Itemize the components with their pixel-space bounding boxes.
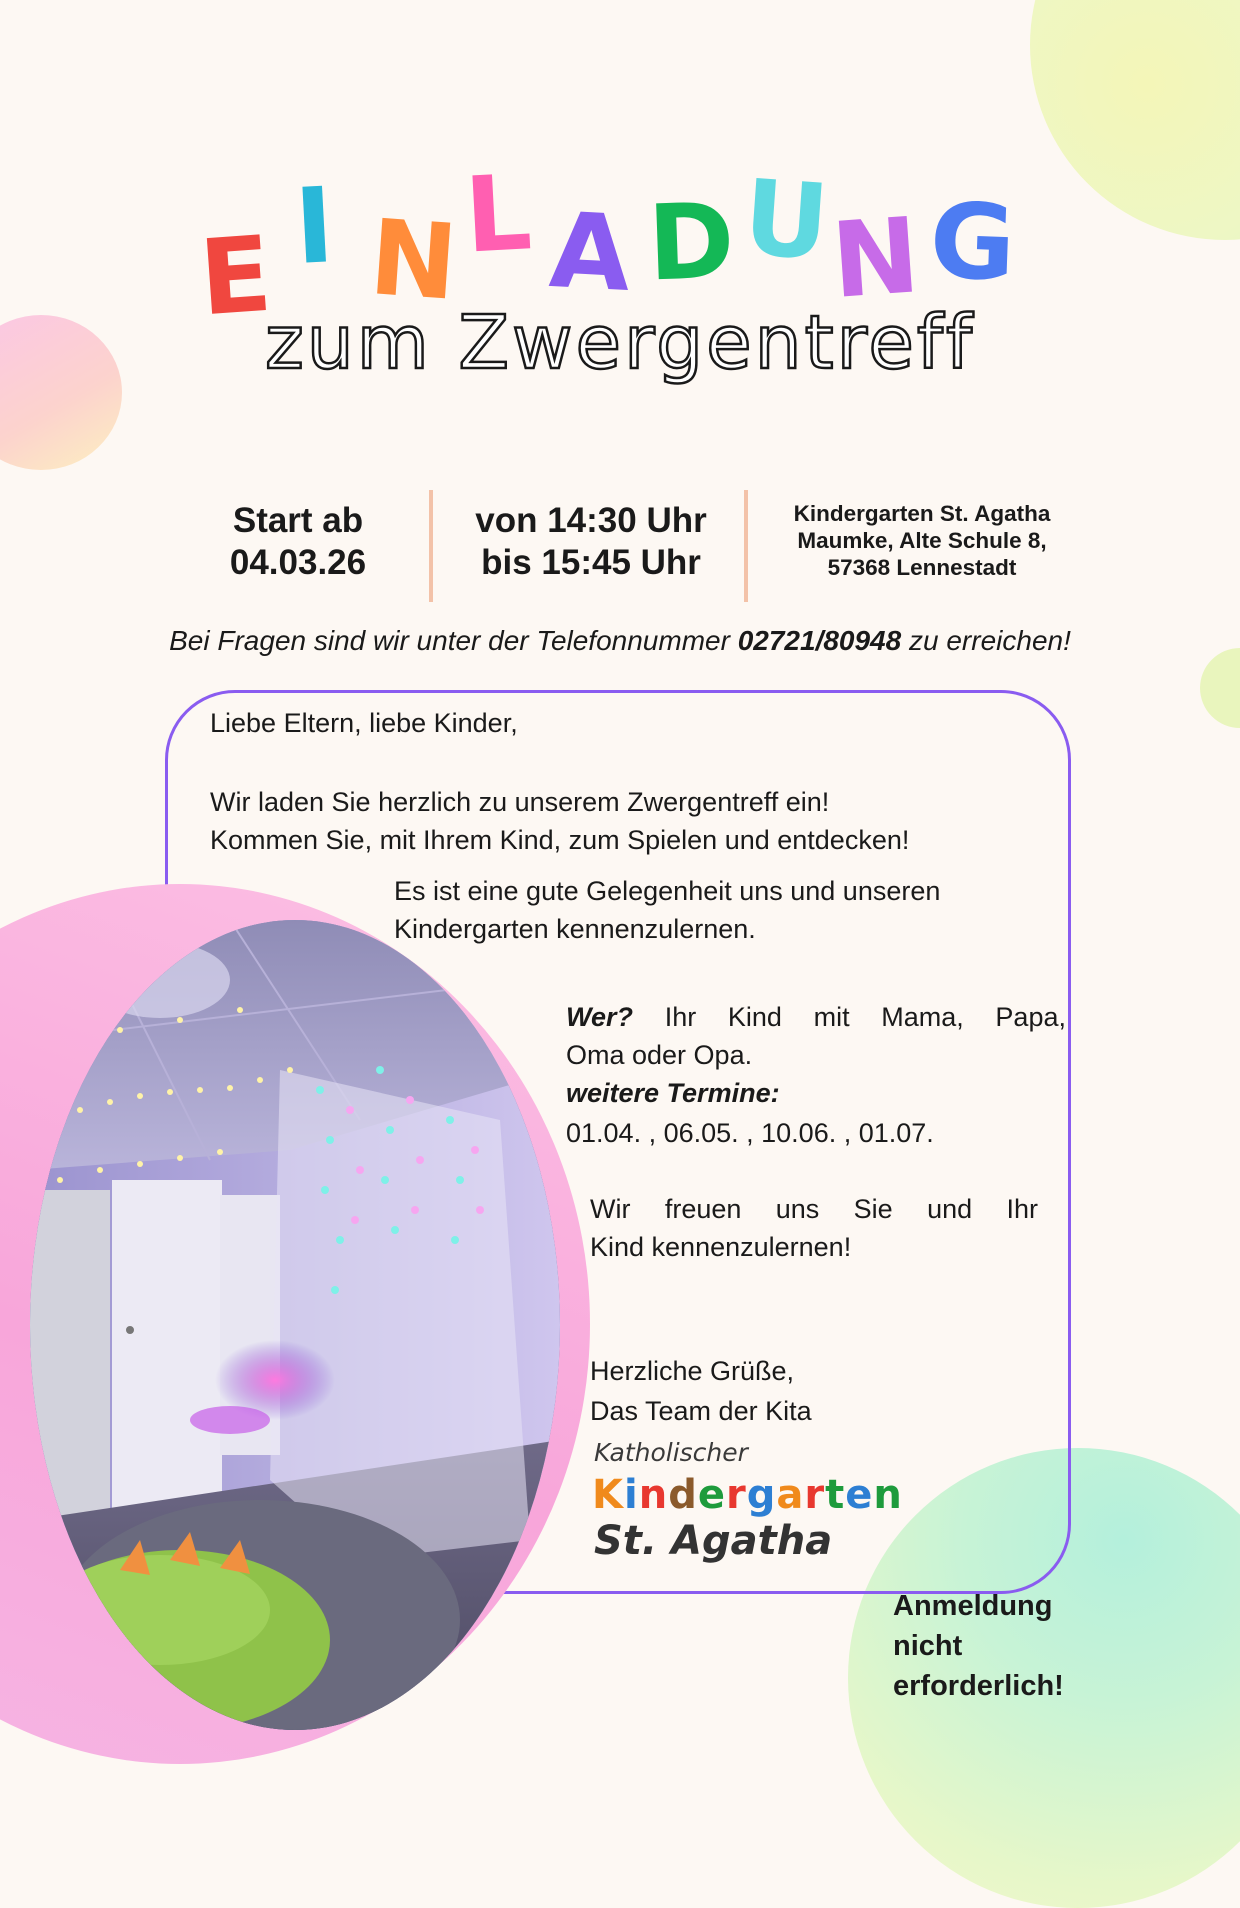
who-line [566, 998, 1066, 1036]
dates-label: weitere Termine: [566, 1078, 780, 1108]
title-letter: A [546, 188, 634, 316]
title-letter: G [927, 179, 1018, 305]
start-date [188, 500, 408, 584]
decor-circle-top-right [1030, 0, 1240, 240]
notice-line: nicht [893, 1630, 963, 1662]
kindergarten-room-photo [30, 920, 560, 1730]
address-line: Kindergarten St. Agatha [793, 501, 1051, 526]
logo-letter: a [776, 1472, 805, 1518]
regards: Herzliche Grüße, [590, 1356, 795, 1386]
letter-intro: Wir laden Sie herzlich zu unserem Zwergentreff ein! [210, 787, 830, 817]
closing-line: Wir freuen uns Sie und Ihr [590, 1194, 1038, 1224]
registration-notice [893, 1586, 1113, 1706]
address-line: Maumke, Alte Schule 8, [797, 528, 1047, 553]
logo-letter: t [825, 1472, 846, 1518]
address-line: 57368 Lennestadt [827, 555, 1017, 580]
page-subtitle: zum Zwergentreff [264, 300, 976, 386]
title-letter: I [291, 164, 337, 288]
title-letter: D [645, 179, 737, 305]
photo-frame [0, 884, 590, 1764]
decor-circle-right [1200, 648, 1240, 728]
title-letter: N [365, 196, 462, 324]
logo-letter: e [697, 1472, 726, 1518]
letter-intro: Kommen Sie, mit Ihrem Kind, zum Spielen und entdecken! [210, 825, 910, 855]
page-title [195, 150, 1020, 340]
who-text: Ihr Kind mit Mama, Papa, [664, 1002, 1066, 1032]
who-text: Oma oder Opa. [566, 1040, 753, 1070]
kindergarten-logo [592, 1436, 903, 1566]
phone-number[interactable]: 02721/80948 [737, 625, 902, 656]
closing-line: Kind kennenzulernen! [590, 1232, 852, 1262]
logo-line-2 [592, 1472, 903, 1518]
logo-letter: g [746, 1472, 777, 1518]
logo-letter: r [804, 1472, 826, 1518]
logo-letter: e [845, 1472, 874, 1518]
logo-letter: n [638, 1472, 669, 1518]
time-range [446, 500, 736, 584]
address [752, 500, 1092, 581]
divider [429, 490, 433, 602]
logo-letter: K [592, 1472, 624, 1518]
signature: Das Team der Kita [590, 1396, 812, 1426]
contact-line [60, 625, 1180, 657]
decor-circle-left [0, 315, 122, 470]
contact-suffix: zu erreichen! [909, 625, 1071, 656]
logo-letter: r [725, 1472, 747, 1518]
dates-list: 01.04. , 06.05. , 10.06. , 01.07. [566, 1118, 934, 1148]
logo-letter: i [624, 1472, 639, 1518]
letter-paragraph: Kindergarten kennenzulernen. [394, 914, 756, 944]
time-end: bis 15:45 Uhr [481, 543, 701, 582]
logo-line-3: St. Agatha [594, 1518, 833, 1564]
logo-letter: n [873, 1472, 903, 1518]
start-date-value: 04.03.26 [229, 543, 367, 582]
title-letter: E [195, 212, 276, 340]
start-date-label: Start ab [232, 501, 364, 540]
title-letter: N [827, 194, 924, 322]
letter-paragraph: Es ist eine gute Gelegenheit uns und unseren [394, 876, 941, 906]
contact-prefix: Bei Fragen sind wir unter der Telefonnummer [169, 625, 730, 656]
notice-line: Anmeldung [893, 1590, 1053, 1622]
logo-letter: d [668, 1472, 698, 1518]
title-letter: L [461, 151, 535, 277]
who-label: Wer? [566, 1002, 634, 1032]
notice-line: erforderlich! [893, 1670, 1064, 1702]
time-start: von 14:30 Uhr [475, 501, 707, 540]
divider [744, 490, 748, 602]
letter-greeting: Liebe Eltern, liebe Kinder, [210, 708, 518, 738]
logo-line-1: Katholischer [594, 1438, 748, 1467]
title-letter: U [739, 156, 833, 284]
